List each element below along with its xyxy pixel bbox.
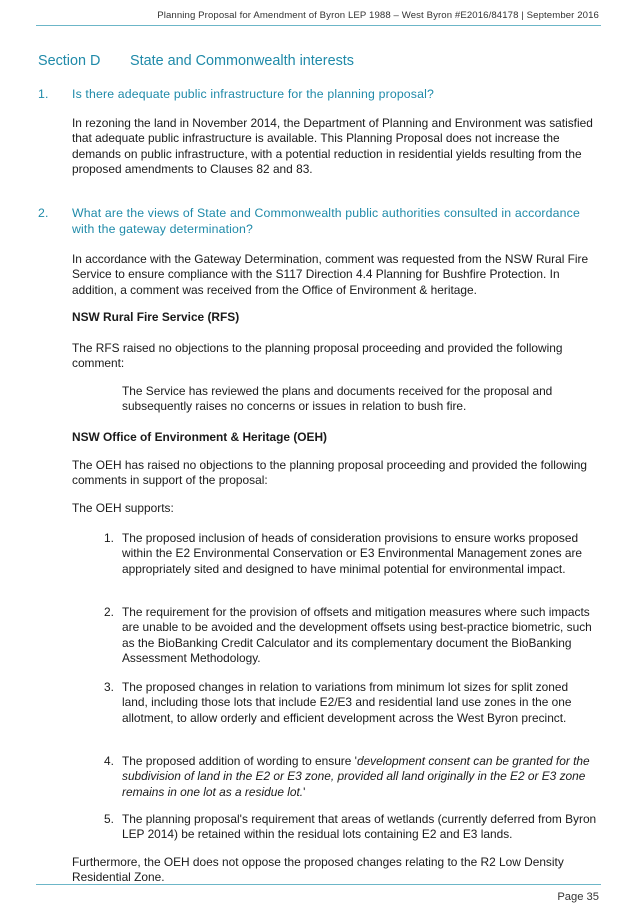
rfs-heading: NSW Rural Fire Service (RFS) <box>72 310 240 324</box>
footer-divider <box>36 884 601 885</box>
question-text: Is there adequate public infrastructure for the planning proposal? <box>72 87 434 101</box>
question-text: What are the views of State and Commonwealth public authorities consulted in accordance with the gateway determination? <box>72 206 580 236</box>
rfs-quote: The Service has reviewed the plans and documents received for the proposal and subsequently raises no concerns or issues in relation to bush fire. <box>122 384 553 414</box>
closing-paragraph: Furthermore, the OEH does not oppose the proposed changes relating to the R2 Low Density Residential Zone. <box>72 855 564 885</box>
section-title: State and Commonwealth interests <box>130 53 354 69</box>
list-item: 2. The requirement for the provision of offsets and mitigation measures where such impacts are unable to be avoided and the development offsets using best-practice biometric, such as the BioBanking Credit Calculator and its complementary document the BioBanking Assessment Methodology. <box>104 605 592 665</box>
list-item: 3. The proposed changes in relation to variations from minimum lot sizes for split zoned land, including those lots that include E2/E3 and residential land use zones in the one allotment, to allow orderly and efficient development across the West Byron precinct. <box>104 680 572 725</box>
paragraph-gateway: In accordance with the Gateway Determination, comment was requested from the NSW Rural Fire Service to ensure compliance with the S117 Direction 4.4 Planning for Bushfire Protection. In addition, a comment was received from the Office of Environment & heritage. <box>72 252 589 297</box>
list-item: 1. The proposed inclusion of heads of consideration provisions to ensure works proposed within the E2 Environmental Conservation or E3 Environmental Management zones are appropriately sited and designed to have minimal potential for environmental impact. <box>104 531 583 576</box>
question-number: 2. <box>38 206 49 220</box>
section-label: Section D <box>38 53 101 69</box>
list-item: 5. The planning proposal's requirement that areas of wetlands (currently deferred from Byron LEP 2014) be retained within the residual lots containing E2 and E3 lands. <box>104 812 597 842</box>
section-heading <box>38 53 354 69</box>
question-1 <box>38 86 597 102</box>
oeh-supports: The OEH supports: <box>72 501 174 515</box>
oeh-paragraph: The OEH has raised no objections to the planning proposal proceeding and provided the following comments in support of the proposal: <box>72 458 587 488</box>
header-divider <box>36 25 601 26</box>
rfs-paragraph: The RFS raised no objections to the planning proposal proceeding and provided the following comment: <box>72 341 563 371</box>
list-item: 4. The proposed addition of wording to ensure 'development consent can be granted for the subdivision of land in the E2 or E3 zone, provided all land originally in the E2 or E3 zone remains in one lot as a residue lot.' <box>104 754 590 799</box>
oeh-heading: NSW Office of Environment & Heritage (OEH) <box>72 430 328 444</box>
question-number: 1. <box>38 87 49 101</box>
page-header: Planning Proposal for Amendment of Byron LEP 1988 – West Byron #E2016/84178 | September 2016 <box>157 10 599 21</box>
paragraph-infrastructure: In rezoning the land in November 2014, the Department of Planning and Environment was satisfied that adequate public infrastructure is available. This Planning Proposal does not increase the demands on public infrastructure, with a potential reduction in residential yields resulting from the proposed amendments to Clauses 82 and 83. <box>72 116 593 176</box>
question-2 <box>38 205 597 237</box>
page-number: Page 35 <box>557 891 599 903</box>
